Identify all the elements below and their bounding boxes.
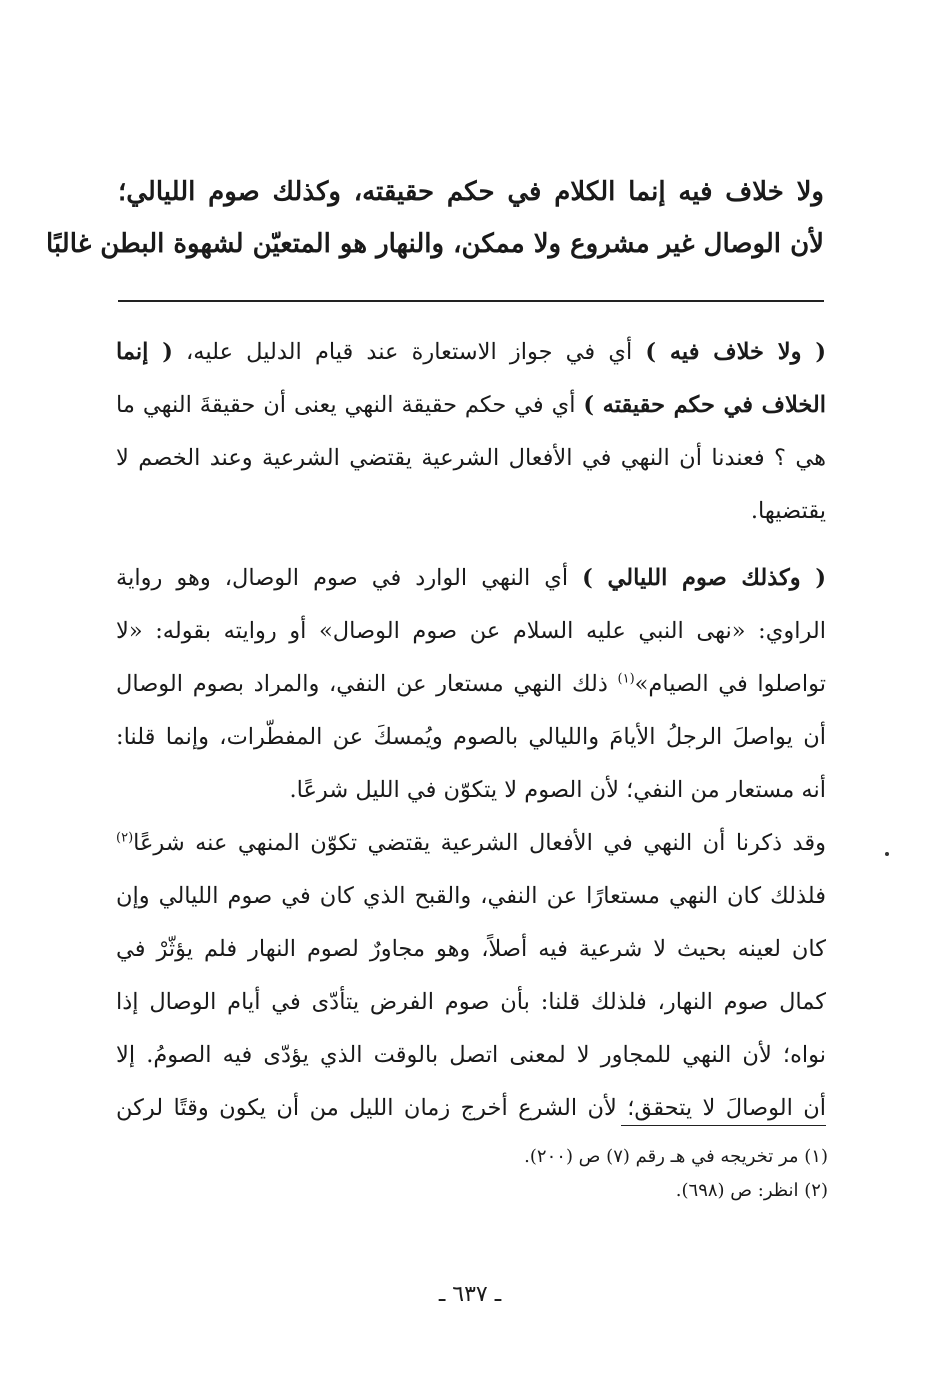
commentary	[116, 326, 826, 1135]
page-number: ـ ٦٣٧ ـ	[438, 1282, 502, 1307]
commentary-line	[116, 326, 826, 379]
commentary-text: أي في حكم حقيقة النهي يعنى أن حقيقةَ النهي ما	[116, 392, 584, 418]
quoted-phrase: الخلاف في حكم حقيقته )	[583, 392, 826, 418]
footnotes	[300, 1140, 828, 1208]
commentary-line: هي ؟ فعندنا أن النهي في الأفعال الشرعية يقتضي الشرعية وعند الخصم لا	[116, 445, 826, 471]
main-text-divider	[118, 300, 824, 302]
commentary-line: أن الوصالَ لا يتحقق؛ لأن الشرع أخرج زمان الليل من أن يكون وقتًا لركن	[116, 1095, 826, 1121]
commentary-paragraph-3	[116, 817, 826, 1135]
commentary-line: كمال صوم النهار، فلذلك قلنا: بأن صوم الفرض يتأدّى في أيام الوصال إذا	[116, 989, 826, 1015]
commentary-paragraph-1	[116, 326, 826, 538]
footnote-2: (٢) انظر: ص (٦٩٨).	[675, 1180, 828, 1201]
commentary-line: كان لعينه بحيث لا شرعية فيه أصلاً، وهو مجاورٌ لصوم النهار فلم يؤثّرْ في	[116, 936, 826, 962]
commentary-text: ذلك النهي مستعار عن النفي، والمراد بصوم الوصال	[116, 671, 618, 697]
commentary-line	[116, 379, 826, 432]
main-text-line-1: ولا خلاف فيه إنما الكلام في حكم حقيقته، وكذلك صوم الليالي؛	[118, 177, 824, 207]
commentary-line	[116, 817, 826, 870]
commentary-line: أنه مستعار من النفي؛ لأن الصوم لا يتكوّن في الليل شرعًا.	[289, 777, 826, 803]
commentary-line	[116, 658, 826, 711]
commentary-text: تواصلوا في الصيام»	[634, 671, 826, 697]
quoted-phrase: ( وكذلك صوم الليالي )	[582, 565, 826, 591]
footnote-divider	[621, 1125, 826, 1126]
commentary-line: فلذلك كان النهي مستعارًا عن النفي، والقبح الذي كان في صوم الليالي وإن	[116, 883, 826, 909]
quoted-phrase: ( إنما	[116, 339, 173, 365]
commentary-line: أن يواصلَ الرجلُ الأيامَ والليالي بالصوم ويُمسكَ عن المفطّرات، وإنما قلنا:	[116, 724, 826, 750]
commentary-line: الراوي: «نهى النبي عليه السلام عن صوم الوصال» أو روايته بقوله: «لا	[116, 618, 826, 644]
main-text	[46, 166, 824, 270]
quoted-phrase: ( ولا خلاف فيه )	[645, 339, 826, 365]
main-text-line-2: لأن الوصال غير مشروع ولا ممكن، والنهار هو المتعيّن لشهوة البطن غالبًا	[46, 229, 824, 259]
margin-dot	[885, 852, 889, 856]
commentary-line: يقتضيها.	[750, 498, 826, 524]
footnote-ref-2[interactable]: (٢)	[116, 830, 134, 846]
footnote-ref-1[interactable]: (١)	[617, 671, 635, 687]
commentary-text: أي في جواز الاستعارة عند قيام الدليل عليه،	[172, 339, 646, 365]
commentary-paragraph-2	[116, 552, 826, 817]
footnote-1: (١) مر تخريجه في هـ رقم (٧) ص (٢٠٠).	[524, 1146, 828, 1167]
commentary-line: نواه؛ لأن النهي للمجاور لا لمعنى اتصل بالوقت الذي يؤدّى فيه الصومُ. إلا	[116, 1042, 826, 1068]
commentary-text: أي النهي الوارد في صوم الوصال، وهو رواية	[116, 565, 583, 591]
commentary-text: وقد ذكرنا أن النهي في الأفعال الشرعية يقتضي تكوّن المنهي عنه شرعًا	[133, 830, 826, 856]
commentary-line	[116, 552, 826, 605]
